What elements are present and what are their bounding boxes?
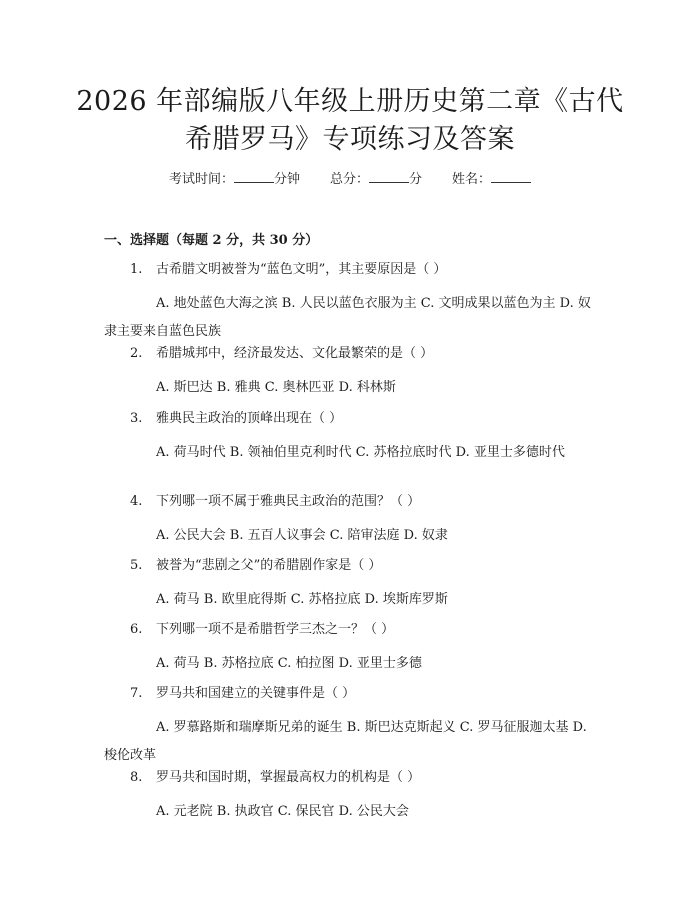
question-7 xyxy=(104,685,598,703)
time-label: 考试时间： xyxy=(168,172,234,187)
question-3-options: A. 荷马时代 B. 领袖伯里克利时代 C. 苏格拉底时代 D. 亚里士多德时代 xyxy=(156,445,565,460)
page-title-line-1: 2026 年部编版八年级上册历史第二章《古代 xyxy=(76,86,624,117)
question-7-options: A. 罗慕路斯和瑞摩斯兄弟的诞生 B. 斯巴达克斯起义 C. 罗马征服迦太基 D. 梭伦改革 xyxy=(104,720,587,763)
question-3 xyxy=(104,410,598,428)
question-number: 3. xyxy=(130,411,143,426)
question-text: 罗马共和国时期，掌握最高权力的机构是（ ） xyxy=(156,770,421,785)
score-field xyxy=(330,169,422,189)
question-4 xyxy=(104,493,598,511)
question-text: 罗马共和国建立的关键事件是（ ） xyxy=(156,686,356,701)
question-1 xyxy=(104,261,598,279)
question-1-options: A. 地处蓝色大海之滨 B. 人民以蓝色衣服为主 C. 文明成果以蓝色为主 D. 奴隶主要来自蓝色民族 xyxy=(104,296,591,339)
name-label: 姓名： xyxy=(452,172,492,187)
question-text: 雅典民主政治的顶峰出现在（ ） xyxy=(156,411,343,426)
question-text: 下列哪一项不属于雅典民主政治的范围？（ ） xyxy=(156,494,421,509)
time-unit: 分钟 xyxy=(273,172,300,187)
question-number: 5. xyxy=(130,558,143,573)
question-6 xyxy=(104,621,598,639)
score-blank xyxy=(369,169,409,183)
question-text: 下列哪一项不是希腊哲学三杰之一？（ ） xyxy=(156,622,395,637)
question-text: 希腊城邦中，经济最发达、文化最繁荣的是（ ） xyxy=(156,346,434,361)
question-2 xyxy=(104,345,598,363)
question-text: 被誉为“悲剧之父”的希腊剧作家是（ ） xyxy=(156,558,382,573)
question-5-options: A. 荷马 B. 欧里庇得斯 C. 苏格拉底 D. 埃斯库罗斯 xyxy=(156,592,448,607)
score-unit: 分 xyxy=(409,172,423,187)
question-number: 2. xyxy=(130,346,143,361)
question-8 xyxy=(104,769,598,787)
question-8-options: A. 元老院 B. 执政官 C. 保民官 D. 公民大会 xyxy=(156,804,409,819)
question-number: 8. xyxy=(130,770,143,785)
score-label: 总分： xyxy=(329,172,369,187)
question-5 xyxy=(104,557,598,575)
name-field xyxy=(452,169,531,189)
question-number: 1. xyxy=(130,262,143,277)
question-number: 7. xyxy=(130,686,143,701)
exam-meta xyxy=(0,169,700,189)
name-blank xyxy=(491,169,531,183)
time-field xyxy=(169,169,300,189)
question-text: 古希腊文明被誉为“蓝色文明”，其主要原因是（ ） xyxy=(156,262,447,277)
page-title-line-2: 希腊罗马》专项练习及答案 xyxy=(185,124,515,155)
section-title: 一、选择题（每题 2 分，共 30 分） xyxy=(104,233,319,248)
question-4-options: A. 公民大会 B. 五百人议事会 C. 陪审法庭 D. 奴隶 xyxy=(156,528,448,543)
question-number: 6. xyxy=(130,622,143,637)
time-blank xyxy=(234,169,274,183)
question-6-options: A. 荷马 B. 苏格拉底 C. 柏拉图 D. 亚里士多德 xyxy=(156,656,422,671)
question-number: 4. xyxy=(130,494,143,509)
question-2-options: A. 斯巴达 B. 雅典 C. 奥林匹亚 D. 科林斯 xyxy=(156,380,396,395)
